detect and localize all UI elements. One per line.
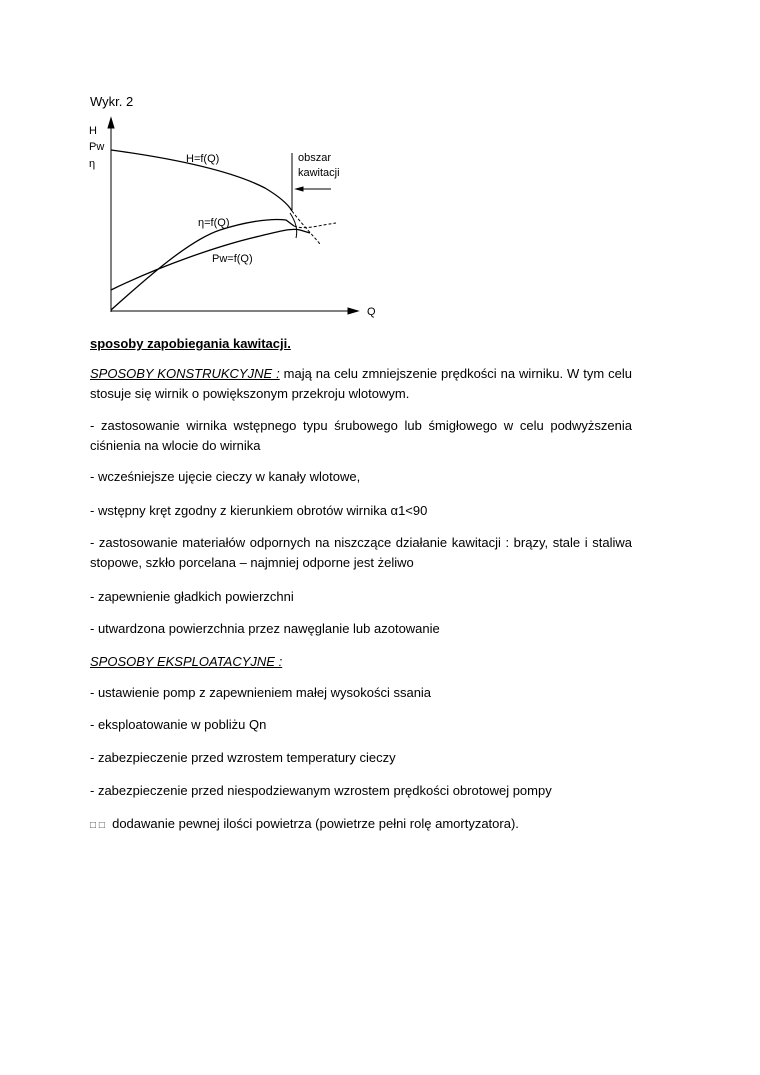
region-label-2: kawitacji [298, 167, 340, 179]
efficiency-curve-cavitation [294, 223, 336, 228]
operational-title: SPOSOBY EKSPLOATACYJNE : [90, 654, 283, 669]
list-item: - ustawienie pomp z zapewnieniem małej wysokości ssania [90, 685, 432, 700]
y-axis-arrow-icon [108, 118, 114, 128]
list-item: - zapewnienie gładkich powierzchni [90, 589, 294, 604]
intro-text: mają na celu zmniejszenie prędkości na wirniku. W tym celu [279, 366, 633, 381]
pump-characteristics-diagram [0, 0, 760, 340]
list-item: - utwardzona powierzchnia przez nawęglanie lub azotowanie [90, 621, 440, 636]
list-item: - zabezpieczenie przed wzrostem temperatury cieczy [90, 750, 396, 765]
power-curve [111, 229, 310, 290]
list-item [90, 816, 519, 834]
power-curve-label: Pw=f(Q) [212, 253, 253, 265]
list-item: - zastosowanie wirnika wstępnego typu śrubowego lub śmigłowego w celu podwyższenia [90, 418, 632, 433]
x-label-q: Q [367, 306, 376, 318]
list-item-cont: ciśnienia na wlocie do wirnika [90, 438, 261, 453]
y-label-eta: η [89, 158, 96, 170]
arrow-left-icon [296, 187, 303, 191]
section-heading: sposoby zapobiegania kawitacji. [90, 336, 291, 351]
constructive-intro-2: stosuje się wirnik o powiększonym przekroju wlotowym. [90, 386, 410, 401]
constructive-title: SPOSOBY KONSTRUKCYJNE : [90, 366, 280, 381]
list-item: - zabezpieczenie przed niespodziewanym wzrostem prędkości obrotowej pompy [90, 783, 552, 798]
head-curve-label: H=f(Q) [186, 153, 220, 165]
list-item-cont: stopowe, szkło porcelana – najmniej odporne jest żeliwo [90, 555, 414, 570]
list-item: - wcześniejsze ujęcie cieczy w kanały wlotowe, [90, 469, 361, 484]
region-label-1: obszar [298, 152, 332, 164]
y-label-pw: Pw [89, 141, 105, 153]
missing-glyph-icon: □ □ [90, 820, 105, 831]
list-item: - zastosowanie materiałów odpornych na niszczące działanie kawitacji : brązy, stale i staliwa [90, 535, 632, 550]
x-axis-arrow-icon [348, 308, 358, 314]
efficiency-curve-label: η=f(Q) [198, 217, 230, 229]
list-item: - eksploatowanie w pobliżu Qn [90, 717, 267, 732]
figure-caption: Wykr. 2 [90, 94, 134, 109]
list-item-text: dodawanie pewnej ilości powietrza (powietrze pełni rolę amortyzatora). [112, 816, 519, 831]
y-label-h: H [89, 125, 97, 137]
constructive-intro [90, 366, 632, 382]
list-item: - wstępny kręt zgodny z kierunkiem obrotów wirnika α1<90 [90, 503, 428, 518]
efficiency-curve [111, 219, 294, 310]
